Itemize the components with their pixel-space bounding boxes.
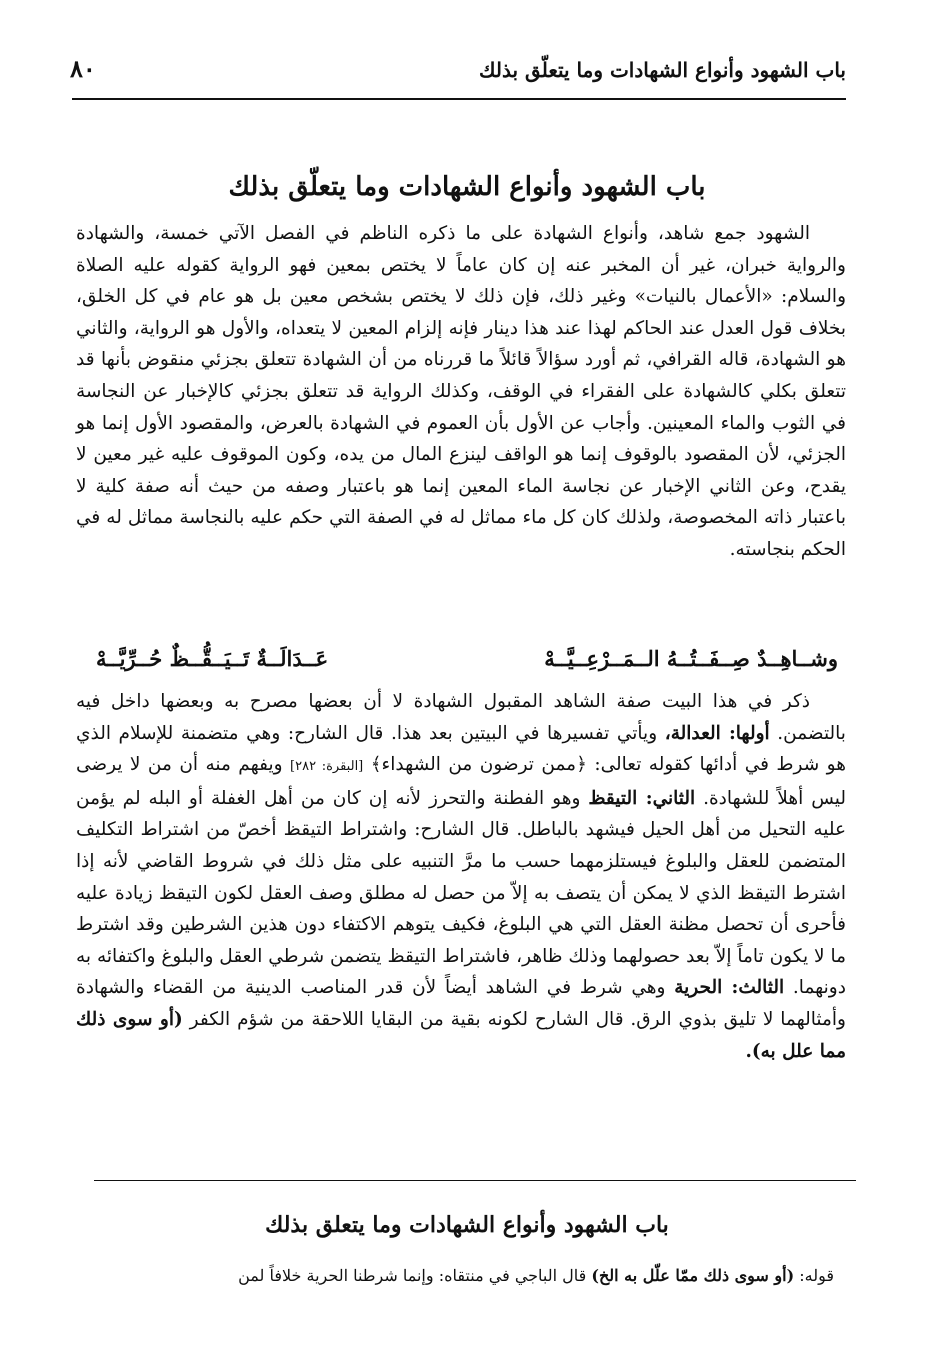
paragraph-intro: الشهود جمع شاهد، وأنواع الشهادة على ما ذكره الناظم في الفصل الآتي خمسة، والشهادة والرواية خبران، غير أن المخبر عنه إن كان عاماً لا يختص بمعين فهو الرواية كقوله عليه الصلاة والسلام: «الأعمال بالنيات» وغير ذلك، فإن ذلك لا يختص بشخص معين بل هو عام في كل الخلق، بخلاف قول العدل عند الحاكم لهذا عند هذا دينار فإنه إلزام المعين لا يتعداه، والأول هو الرواية، والثاني هو الشهادة، قاله القرافي، ثم أورد سؤالاً قائلاً ما قررناه من أن الشهادة تتعلق بجزئي منقوض بأنها قد تتعلق بكلي كالشهادة على الفقراء في الوقف، وكذلك الرواية قد تتعلق بجزئي كالإخبار عن النجاسة في الثوب والماء المعينين. وأجاب عن الأول بأن العموم في الشهادة بالعرض، والمقصود الأول إنما هو الجزئي، لأن المقصود بالوقوف إنما هو الواقف لينزع المال من يده، وكون الموقوف عليه غير معين لا يقدح، وعن الثاني الإخبار عن نجاسة الماء المعين إنما هو باعتبار وصفه من حيث أنه صفة كلية لا باعتبار ذاته المخصوصة، ولذلك كان كل ماء مماثل له في الصفة التي حكم عليه بالنجاسة مماثل له في الحكم بنجاسته.	[76, 223, 846, 560]
main-text-block-2	[76, 686, 846, 1067]
footnote-text	[84, 1262, 834, 1290]
commentary-text: ذكر في هذا البيت صفة الشاهد المقبول الشهادة لا أن بعضها مصرح به وبعضها داخل فيه بالتضمن.	[76, 691, 846, 744]
commentary-text: ويأتي تفسيرها في البيتين بعد هذا. قال الشارح: وهي متضمنة للإسلام الذي هو شرط في أدائها كقوله تعالى: ﴿ممن ترضون من الشهداء﴾	[76, 722, 846, 776]
term-hurriyya: الثالث: الحرية	[674, 977, 785, 999]
commentary-text: وهي شرط في الشاهد أيضاً لأن قدر المناصب الدينية من القضاء والشهادة وأمثالهما لا تليق بذوي الرق. قال الشارح لكونه بقية من البقايا اللاحقة من شؤم الكفر	[76, 977, 846, 1030]
verse-hemistich-1: وشــاهِــدٌ صِــفَــتُــهُ الــمَــرْعِــيَّــهْ	[544, 646, 838, 671]
paragraph-commentary	[76, 686, 846, 1067]
verse-hemistich-2: عَــدَالَــةٌ تَــيَــقُّــظٌ حُــرِّيَّــهْ	[96, 646, 329, 671]
quoted-phrase: (أو سوى ذلك مما علل به).	[76, 1008, 846, 1062]
footnote-body: قال الباجي في منتقاه: وإنما شرطنا الحرية خلافاً لمن	[238, 1266, 587, 1285]
term-adala: أولها: العدالة،	[664, 722, 770, 744]
commentary-text: ويفهم منه أن من لا يرضى ليس أهلاً للشهادة.	[76, 754, 846, 809]
commentary-text: وهو الفطنة والتحرز لأنه إن كان من أهل الغفلة أو البله لم يؤمن عليه التحيل من أهل الحيل فيشهد بالباطل. قال الشارح: واشتراط التيقظ أخصّ من اشتراط التكليف المتضمن للعقل والبلوغ فيستلزمهما حسب ما مرَّ التنبيه على مثل ذلك في شروط القاضي لأنه إذا اشترط التيقظ الذي لا يمكن أن يتصف به إلاّ من حصل له مطلق وصف العقل لكون التيقظ زيادة عليه فأحرى أن تحصل مظنة العقل التي هي البلوغ، فكيف يتوهم الاكتفاء دون هذين الشرطين وقد اشترط ما لا يكون تاماً إلاّ بعد حصولهما وذلك ظاهر، فاشتراط التيقظ يتضمن شرطي العقل والبلوغ واكتفائه به دونهما.	[76, 787, 846, 999]
section-title: باب الشهود وأنواع الشهادات وما يتعلّق بذلك	[228, 172, 706, 202]
term-tayaqqudh: الثاني: التيقظ	[588, 787, 696, 809]
page-number: ٨٠	[70, 54, 96, 83]
footnote-lead: قوله:	[799, 1266, 834, 1285]
footnote-rule	[94, 1180, 856, 1181]
quran-reference: [البقرة: ٢٨٢]	[290, 759, 364, 775]
header-rule	[72, 98, 846, 100]
running-header	[70, 52, 846, 92]
verse-line	[96, 646, 838, 682]
running-title: باب الشهود وأنواع الشهادات وما يتعلّق بذلك	[479, 58, 846, 82]
footnote-title: باب الشهود وأنواع الشهادات وما يتعلق بذلك	[265, 1212, 669, 1238]
main-text-block-1	[76, 218, 846, 566]
footnote-quote: (أو سوى ذلك ممّا علّل به الخ)	[591, 1266, 795, 1285]
